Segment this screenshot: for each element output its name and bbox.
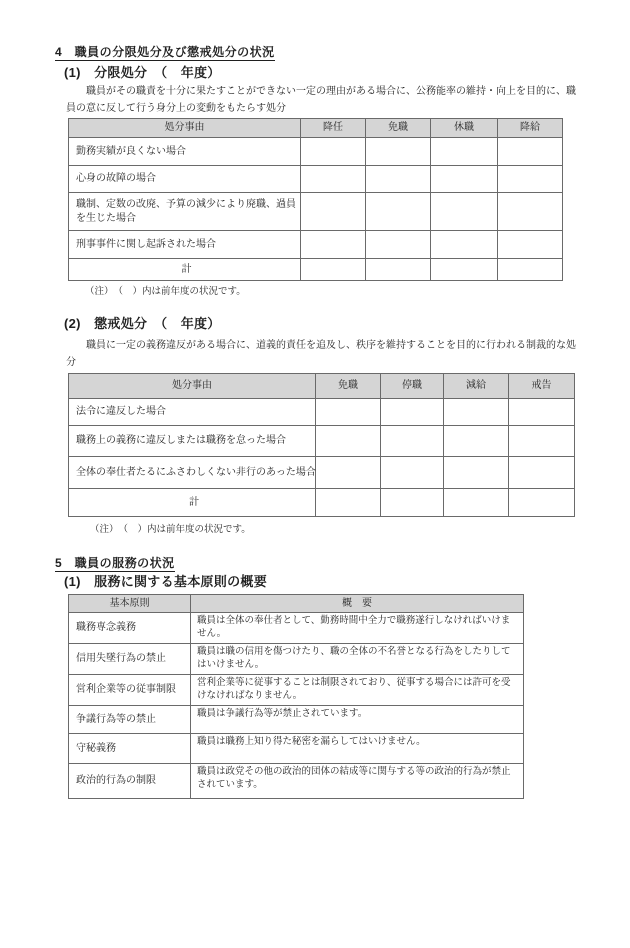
value-cell [431,193,498,231]
value-cell [316,399,381,426]
summary-cell: 営利企業等に従事することは制限されており、従事する場合には許可を受けなければなりません。 [191,675,524,706]
value-cell [366,166,431,193]
value-cell [381,399,444,426]
row-label: 全体の奉仕者たるにふさわしくない非行のあった場合 [69,457,316,489]
summary-cell: 職員は争議行為等が禁止されています。 [191,706,524,734]
value-cell [366,138,431,166]
table-row [69,231,563,259]
value-cell [366,193,431,231]
bungen-note: （注） （ ）内は前年度の状況です。 [85,287,246,297]
value-cell [509,426,575,457]
principle-cell: 職務専念義務 [69,613,191,644]
column-header-kihon-gensoku: 基本原則 [69,595,191,613]
summary-cell: 職員は全体の奉仕者として、勤務時間中全力で職務遂行しなければいけません。 [191,613,524,644]
column-header-kokyu: 降給 [498,119,563,138]
value-cell [498,138,563,166]
table-row [69,675,524,706]
value-cell [301,193,366,231]
summary-cell: 職員は職務上知り得た秘密を漏らしてはいけません。 [191,734,524,764]
subsection-5-1-heading: (1) 服務に関する基本原則の概要 [64,574,267,589]
value-cell [301,166,366,193]
table-row [69,138,563,166]
bungen-description: 職員がその職責を十分に果たすことができない一定の理由がある場合に、公務能率の維持・向上を目的に、職員の意に反して行う身分上の変動をもたらす処分 [66,86,576,114]
chokai-note: （注） （ ）内は前年度の状況です。 [90,525,251,535]
principle-cell: 信用失墜行為の禁止 [69,644,191,675]
value-cell [366,259,431,281]
row-label: 職務上の義務に違反しまたは職務を怠った場合 [69,426,316,457]
table-row [69,399,575,426]
value-cell [444,399,509,426]
value-cell [301,138,366,166]
column-header-genkyu: 減給 [444,374,509,399]
value-cell [498,166,563,193]
value-cell [316,426,381,457]
principle-cell: 守秘義務 [69,734,191,764]
summary-cell: 職員は職の信用を傷つけたり、職の全体の不名誉となる行為をしたりしてはいけません。 [191,644,524,675]
document-page [0,45,630,948]
chokai-shobun-table [68,373,575,517]
column-header-teishoku: 停職 [381,374,444,399]
value-cell [431,259,498,281]
table-row [69,457,575,489]
subsection-4-1-heading: (1) 分限処分 （ 年度） [64,65,221,80]
table-row [69,166,563,193]
table-row [69,734,524,764]
value-cell [381,457,444,489]
table-row [69,644,524,675]
section-4-title [55,45,630,60]
value-cell [381,489,444,517]
table-row [69,613,524,644]
row-label: 法令に違反した場合 [69,399,316,426]
table-row [69,706,524,734]
table-row [69,426,575,457]
value-cell [444,457,509,489]
value-cell [431,166,498,193]
table-header-row [69,374,575,399]
table-total-row [69,489,575,517]
column-header-shobun-jiyu: 処分事由 [69,119,301,138]
value-cell [366,231,431,259]
column-header-kyushoku: 休職 [431,119,498,138]
table-header-row [69,119,563,138]
value-cell [498,193,563,231]
table-total-row [69,259,563,281]
value-cell [381,426,444,457]
column-header-gaiyo: 概 要 [191,595,524,613]
value-cell [498,259,563,281]
row-label: 心身の故障の場合 [69,166,301,193]
fukumu-principles-table [68,594,524,799]
value-cell [316,489,381,517]
value-cell [498,231,563,259]
value-cell [301,231,366,259]
principle-cell: 政治的行為の制限 [69,764,191,799]
total-row-label: 計 [69,489,316,517]
row-label: 職制、定数の改廃、予算の減少により廃職、過員を生じた場合 [69,193,301,231]
value-cell [431,138,498,166]
value-cell [444,426,509,457]
section-4-title-text: 4 職員の分限処分及び懲戒処分の状況 [55,45,275,59]
column-header-menshoku: 免職 [366,119,431,138]
value-cell [316,457,381,489]
value-cell [509,457,575,489]
column-header-kaikoku: 戒告 [509,374,575,399]
value-cell [301,259,366,281]
table-header-row [69,595,524,613]
total-row-label: 計 [69,259,301,281]
row-label: 勤務実績が良くない場合 [69,138,301,166]
value-cell [509,489,575,517]
principle-cell: 争議行為等の禁止 [69,706,191,734]
column-header-konin: 降任 [301,119,366,138]
summary-cell: 職員は政党その他の政治的団体の結成等に関与する等の政治的行為が禁止されています。 [191,764,524,799]
table-row [69,193,563,231]
value-cell [509,399,575,426]
column-header-shobun-jiyu: 処分事由 [69,374,316,399]
row-label: 刑事事件に関し起訴された場合 [69,231,301,259]
value-cell [431,231,498,259]
chokai-description: 職員に一定の義務違反がある場合に、道義的責任を追及し、秩序を維持することを目的に行われる制裁的な処分 [66,340,576,368]
section-5-title [55,556,630,571]
subsection-4-2-heading: (2) 懲戒処分 （ 年度） [64,316,221,331]
bungen-shobun-table [68,118,563,281]
section-5-title-text: 5 職員の服務の状況 [55,556,175,570]
value-cell [444,489,509,517]
principle-cell: 営利企業等の従事制限 [69,675,191,706]
table-row [69,764,524,799]
column-header-menshoku: 免職 [316,374,381,399]
